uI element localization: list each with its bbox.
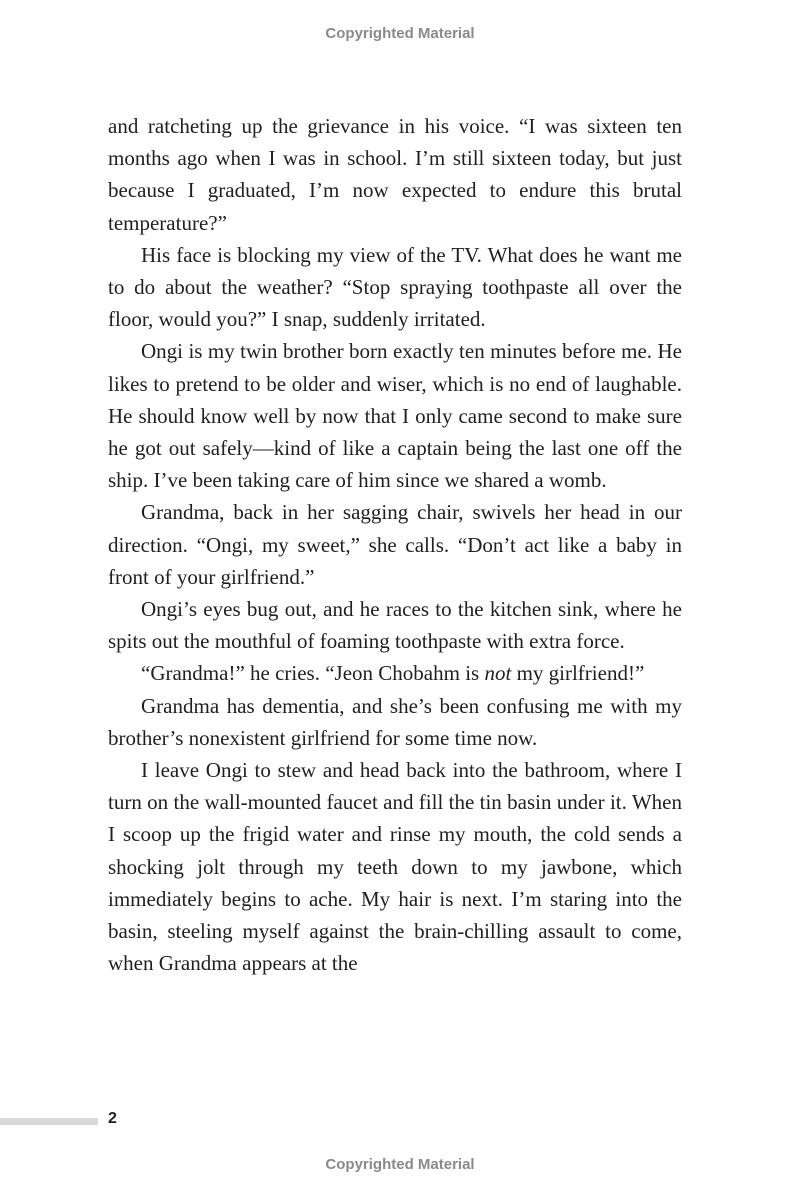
paragraph-text: His face is blocking my view of the TV. What does he want me to do about the weather? “Stop spraying toothpaste all over the floor, would you?” I snap, suddenly irritated.: [108, 242, 682, 332]
page-number: 2: [108, 1110, 117, 1127]
paragraph-text: Ongi’s eyes bug out, and he races to the kitchen sink, where he spits out the mouthful of foaming toothpaste with extra force.: [108, 597, 682, 654]
page-number-rule: [0, 1118, 98, 1125]
paragraph-8: [108, 754, 682, 979]
paragraph-2: [108, 239, 682, 336]
paragraph-1: [108, 110, 682, 239]
paragraph-text: my girlfriend!”: [511, 661, 645, 686]
paragraph-7: [108, 690, 682, 754]
copyright-watermark-top: Copyrighted Material: [325, 25, 475, 42]
paragraph-text: Ongi is my twin brother born exactly ten minutes before me. He likes to pretend to be older and wiser, which is no end of laughable. He should know well by now that I only came second to make sure he got out safely—kind of like a captain being the last one off the ship. I’ve been taking care of him since we shared a womb.: [108, 339, 682, 493]
paragraph-text: and ratcheting up the grievance in his voice. “I was sixteen ten months ago when I was in school. I’m still sixteen today, but just because I graduated, I’m now expected to endure this brutal temperature?”: [108, 114, 682, 235]
emphasis-text: not: [484, 661, 512, 686]
paragraph-5: [108, 593, 682, 657]
paragraph-3: [108, 335, 682, 496]
paragraph-4: [108, 496, 682, 593]
body-text: [108, 110, 682, 979]
paragraph-text: I leave Ongi to stew and head back into the bathroom, where I turn on the wall-mounted faucet and fill the tin basin under it. When I scoop up the frigid water and rinse my mouth, the cold sends a shocking jolt through my teeth down to my jawbone, which immediately begins to ache. My hair is next. I’m staring into the basin, steeling myself against the brain-chilling assault to come, when Grandma appears at the: [108, 758, 682, 976]
paragraph-6: [108, 657, 682, 689]
copyright-watermark-bottom: Copyrighted Material: [325, 1156, 475, 1173]
paragraph-text: Grandma has dementia, and she’s been confusing me with my brother’s nonexistent girlfriend for some time now.: [108, 693, 682, 750]
paragraph-text: “Grandma!” he cries. “Jeon Chobahm is: [141, 661, 485, 686]
paragraph-text: Grandma, back in her sagging chair, swivels her head in our direction. “Ongi, my sweet,” she calls. “Don’t act like a baby in front of your girlfriend.”: [108, 500, 682, 589]
